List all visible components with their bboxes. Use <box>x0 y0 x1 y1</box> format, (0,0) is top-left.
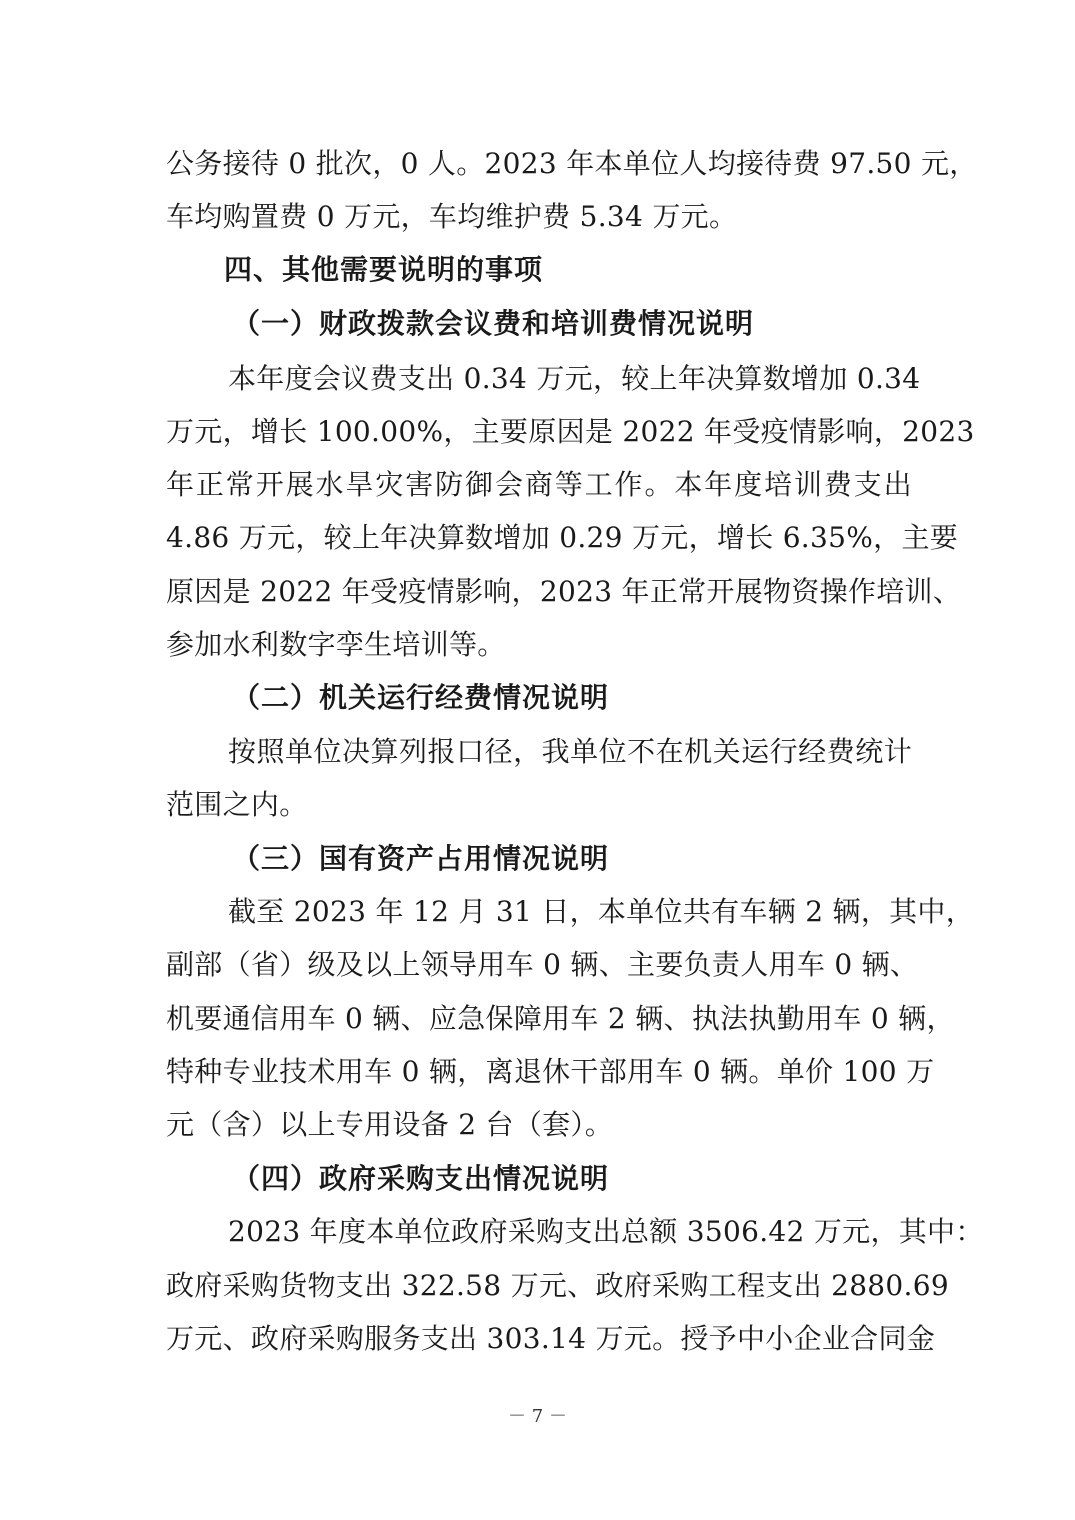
text-line: 特种专业技术用车 0 辆，离退休干部用车 0 辆。单价 100 万 <box>166 1055 935 1088</box>
subsection-heading: （二）机关运行经费情况说明 <box>232 681 610 714</box>
text-line: 按照单位决算列报口径，我单位不在机关运行经费统计 <box>228 735 912 768</box>
text-line: 车均购置费 0 万元，车均维护费 5.34 万元。 <box>166 200 738 233</box>
section-heading: 四、其他需要说明的事项 <box>224 253 544 286</box>
text-line: 元（含）以上专用设备 2 台（套）。 <box>166 1108 614 1141</box>
text-line: 公务接待 0 批次，0 人。2023 年本单位人均接待费 97.50 元， <box>166 147 978 180</box>
text-line: 副部（省）级及以上领导用车 0 辆、主要负责人用车 0 辆、 <box>166 948 919 981</box>
text-line: 机要通信用车 0 辆、应急保障用车 2 辆、执法执勤用车 0 辆， <box>166 1002 955 1035</box>
subsection-heading: （四）政府采购支出情况说明 <box>232 1162 610 1195</box>
text-line: 范围之内。 <box>166 788 308 821</box>
text-line: 本年度会议费支出 0.34 万元，较上年决算数增加 0.34 <box>228 362 921 395</box>
page-number: － 7 － <box>508 1406 567 1427</box>
text-line: 参加水利数字孪生培训等。 <box>166 628 506 661</box>
subsection-heading: （一）财政拨款会议费和培训费情况说明 <box>232 307 755 340</box>
text-line: 原因是 2022 年受疫情影响，2023 年正常开展物资操作培训、 <box>166 575 962 608</box>
text-line: 万元，增长 100.00%，主要原因是 2022 年受疫情影响，2023 <box>166 415 975 448</box>
text-line: 年正常开展水旱灾害防御会商等工作。本年度培训费支出 <box>166 468 912 501</box>
text-line: 2023 年度本单位政府采购支出总额 3506.42 万元，其中： <box>228 1215 984 1248</box>
subsection-heading: （三）国有资产占用情况说明 <box>232 842 610 875</box>
text-line: 政府采购货物支出 322.58 万元、政府采购工程支出 2880.69 <box>166 1269 949 1302</box>
text-line: 4.86 万元，较上年决算数增加 0.29 万元，增长 6.35%，主要 <box>166 521 959 554</box>
text-line: 万元、政府采购服务支出 303.14 万元。授予中小企业合同金 <box>166 1322 936 1355</box>
text-line: 截至 2023 年 12 月 31 日，本单位共有车辆 2 辆，其中， <box>228 895 975 928</box>
